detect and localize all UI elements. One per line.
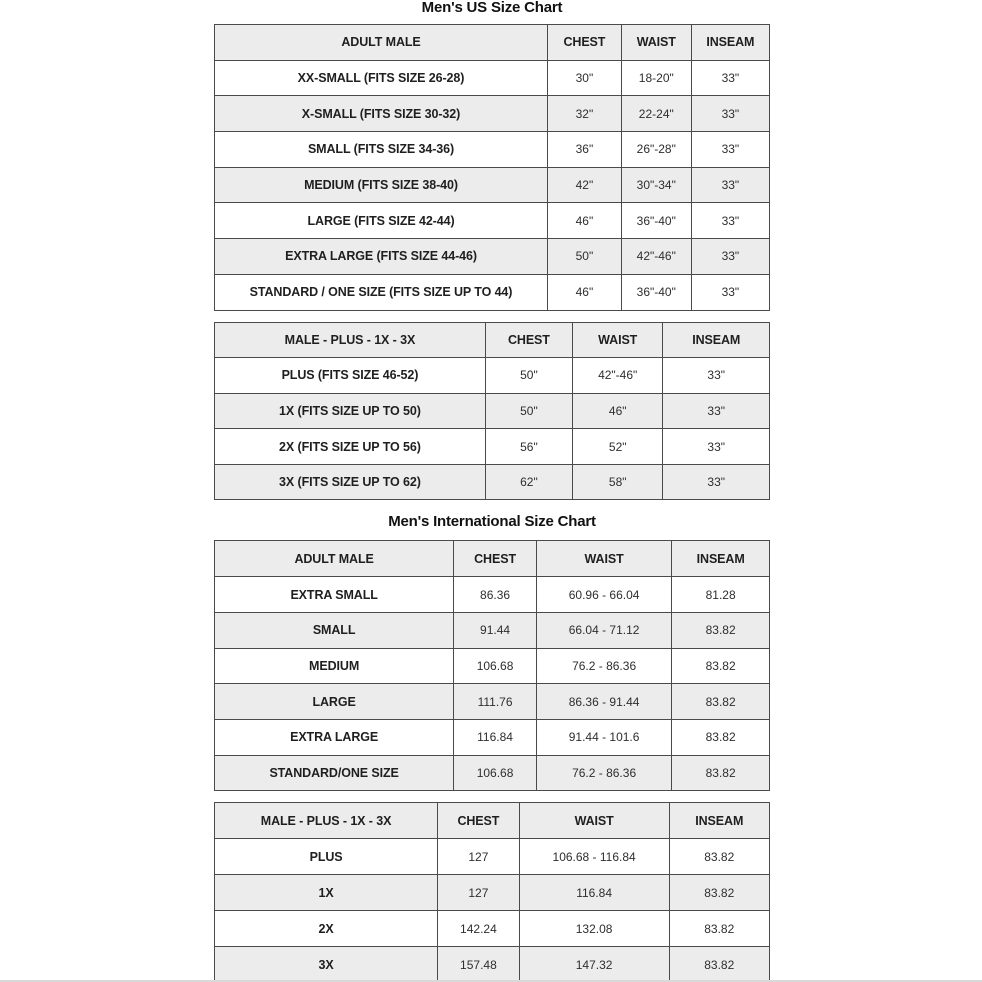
table-body [215, 839, 770, 982]
table-row [215, 203, 770, 239]
measurement-cell: 50" [485, 393, 572, 429]
measurement-cell: 26"-28" [621, 132, 691, 168]
table-row [215, 612, 770, 648]
measurement-cell: 83.82 [669, 947, 769, 982]
column-header: INSEAM [691, 25, 769, 61]
table-body [215, 60, 770, 310]
measurement-cell: 116.84 [519, 875, 669, 911]
measurement-cell: 81.28 [672, 577, 770, 613]
column-header: INSEAM [672, 541, 770, 577]
table-row [215, 464, 770, 500]
size-label-cell: MEDIUM (FITS SIZE 38-40) [215, 167, 548, 203]
table-row [215, 719, 770, 755]
measurement-cell: 147.32 [519, 947, 669, 982]
table-header [215, 541, 770, 577]
size-label-cell: LARGE (FITS SIZE 42-44) [215, 203, 548, 239]
measurement-cell: 86.36 - 91.44 [536, 684, 671, 720]
measurement-cell: 83.82 [672, 648, 770, 684]
size-label-cell: 2X [215, 911, 438, 947]
column-header: WAIST [519, 803, 669, 839]
measurement-cell: 83.82 [672, 684, 770, 720]
measurement-cell: 106.68 [454, 648, 537, 684]
size-label-cell: LARGE [215, 684, 454, 720]
table-row [215, 167, 770, 203]
measurement-cell: 32" [548, 96, 622, 132]
column-header: INSEAM [663, 322, 770, 358]
measurement-cell: 83.82 [672, 755, 770, 791]
table-row [215, 239, 770, 275]
us-adult-size-table [214, 24, 770, 311]
measurement-cell: 50" [548, 239, 622, 275]
measurement-cell: 33" [663, 429, 770, 465]
column-header: CHEST [454, 541, 537, 577]
measurement-cell: 142.24 [438, 911, 520, 947]
measurement-cell: 76.2 - 86.36 [536, 755, 671, 791]
measurement-cell: 42"-46" [572, 358, 662, 394]
column-header: INSEAM [669, 803, 769, 839]
measurement-cell: 30" [548, 60, 622, 96]
size-label-cell: PLUS (FITS SIZE 46-52) [215, 358, 486, 394]
table-row [215, 875, 770, 911]
measurement-cell: 46" [572, 393, 662, 429]
size-label-cell: SMALL [215, 612, 454, 648]
measurement-cell: 33" [663, 358, 770, 394]
measurement-cell: 52" [572, 429, 662, 465]
measurement-cell: 111.76 [454, 684, 537, 720]
measurement-cell: 50" [485, 358, 572, 394]
size-label-cell: 3X (FITS SIZE UP TO 62) [215, 464, 486, 500]
measurement-cell: 42" [548, 167, 622, 203]
table-row [215, 60, 770, 96]
measurement-cell: 106.68 [454, 755, 537, 791]
measurement-cell: 33" [691, 132, 769, 168]
size-group-header: MALE - PLUS - 1X - 3X [215, 322, 486, 358]
size-label-cell: XX-SMALL (FITS SIZE 26-28) [215, 60, 548, 96]
header-row [215, 322, 770, 358]
table-row [215, 96, 770, 132]
measurement-cell: 33" [691, 274, 769, 310]
column-header: CHEST [485, 322, 572, 358]
measurement-cell: 116.84 [454, 719, 537, 755]
measurement-cell: 22-24" [621, 96, 691, 132]
table-row [215, 755, 770, 791]
size-label-cell: EXTRA SMALL [215, 577, 454, 613]
table-row [215, 947, 770, 982]
measurement-cell: 76.2 - 86.36 [536, 648, 671, 684]
table-gap [214, 311, 770, 322]
table-row [215, 393, 770, 429]
measurement-cell: 46" [548, 274, 622, 310]
table-row [215, 577, 770, 613]
size-label-cell: STANDARD / ONE SIZE (FITS SIZE UP TO 44) [215, 274, 548, 310]
size-label-cell: 3X [215, 947, 438, 982]
measurement-cell: 56" [485, 429, 572, 465]
size-label-cell: MEDIUM [215, 648, 454, 684]
measurement-cell: 127 [438, 839, 520, 875]
measurement-cell: 33" [691, 239, 769, 275]
measurement-cell: 42"-46" [621, 239, 691, 275]
measurement-cell: 62" [485, 464, 572, 500]
size-label-cell: STANDARD/ONE SIZE [215, 755, 454, 791]
measurement-cell: 58" [572, 464, 662, 500]
measurement-cell: 83.82 [672, 612, 770, 648]
size-label-cell: 1X [215, 875, 438, 911]
international-size-chart-title: Men's International Size Chart [388, 513, 596, 531]
size-label-cell: SMALL (FITS SIZE 34-36) [215, 132, 548, 168]
column-header: WAIST [621, 25, 691, 61]
header-row [215, 803, 770, 839]
column-header: CHEST [438, 803, 520, 839]
size-label-cell: EXTRA LARGE [215, 719, 454, 755]
international-plus-size-table [214, 802, 770, 982]
measurement-cell: 60.96 - 66.04 [536, 577, 671, 613]
size-label-cell: EXTRA LARGE (FITS SIZE 44-46) [215, 239, 548, 275]
measurement-cell: 83.82 [672, 719, 770, 755]
table-row [215, 429, 770, 465]
measurement-cell: 36"-40" [621, 274, 691, 310]
measurement-cell: 83.82 [669, 911, 769, 947]
table-body [215, 577, 770, 791]
table-row [215, 839, 770, 875]
table-body [215, 358, 770, 500]
size-label-cell: 1X (FITS SIZE UP TO 50) [215, 393, 486, 429]
international-adult-size-table [214, 540, 770, 791]
column-header: WAIST [572, 322, 662, 358]
table-row [215, 911, 770, 947]
measurement-cell: 91.44 [454, 612, 537, 648]
table-gap [214, 791, 770, 802]
measurement-cell: 33" [663, 464, 770, 500]
header-row [215, 541, 770, 577]
measurement-cell: 33" [691, 96, 769, 132]
measurement-cell: 66.04 - 71.12 [536, 612, 671, 648]
measurement-cell: 36" [548, 132, 622, 168]
measurement-cell: 30"-34" [621, 167, 691, 203]
size-label-cell: X-SMALL (FITS SIZE 30-32) [215, 96, 548, 132]
measurement-cell: 83.82 [669, 839, 769, 875]
header-row [215, 25, 770, 61]
measurement-cell: 33" [663, 393, 770, 429]
measurement-cell: 33" [691, 60, 769, 96]
size-chart-content [214, 0, 770, 982]
table-row [215, 648, 770, 684]
measurement-cell: 91.44 - 101.6 [536, 719, 671, 755]
table-row [215, 358, 770, 394]
size-label-cell: PLUS [215, 839, 438, 875]
measurement-cell: 157.48 [438, 947, 520, 982]
us-plus-size-table [214, 322, 770, 501]
table-header [215, 322, 770, 358]
measurement-cell: 18-20" [621, 60, 691, 96]
table-row [215, 274, 770, 310]
table-row [215, 132, 770, 168]
measurement-cell: 86.36 [454, 577, 537, 613]
table-row [215, 684, 770, 720]
measurement-cell: 33" [691, 167, 769, 203]
size-group-header: MALE - PLUS - 1X - 3X [215, 803, 438, 839]
measurement-cell: 33" [691, 203, 769, 239]
table-header [215, 25, 770, 61]
size-label-cell: 2X (FITS SIZE UP TO 56) [215, 429, 486, 465]
table-header [215, 803, 770, 839]
measurement-cell: 46" [548, 203, 622, 239]
measurement-cell: 132.08 [519, 911, 669, 947]
measurement-cell: 106.68 - 116.84 [519, 839, 669, 875]
column-header: WAIST [536, 541, 671, 577]
size-group-header: ADULT MALE [215, 541, 454, 577]
column-header: CHEST [548, 25, 622, 61]
us-size-chart-title: Men's US Size Chart [421, 0, 563, 16]
measurement-cell: 83.82 [669, 875, 769, 911]
size-group-header: ADULT MALE [215, 25, 548, 61]
measurement-cell: 127 [438, 875, 520, 911]
measurement-cell: 36"-40" [621, 203, 691, 239]
